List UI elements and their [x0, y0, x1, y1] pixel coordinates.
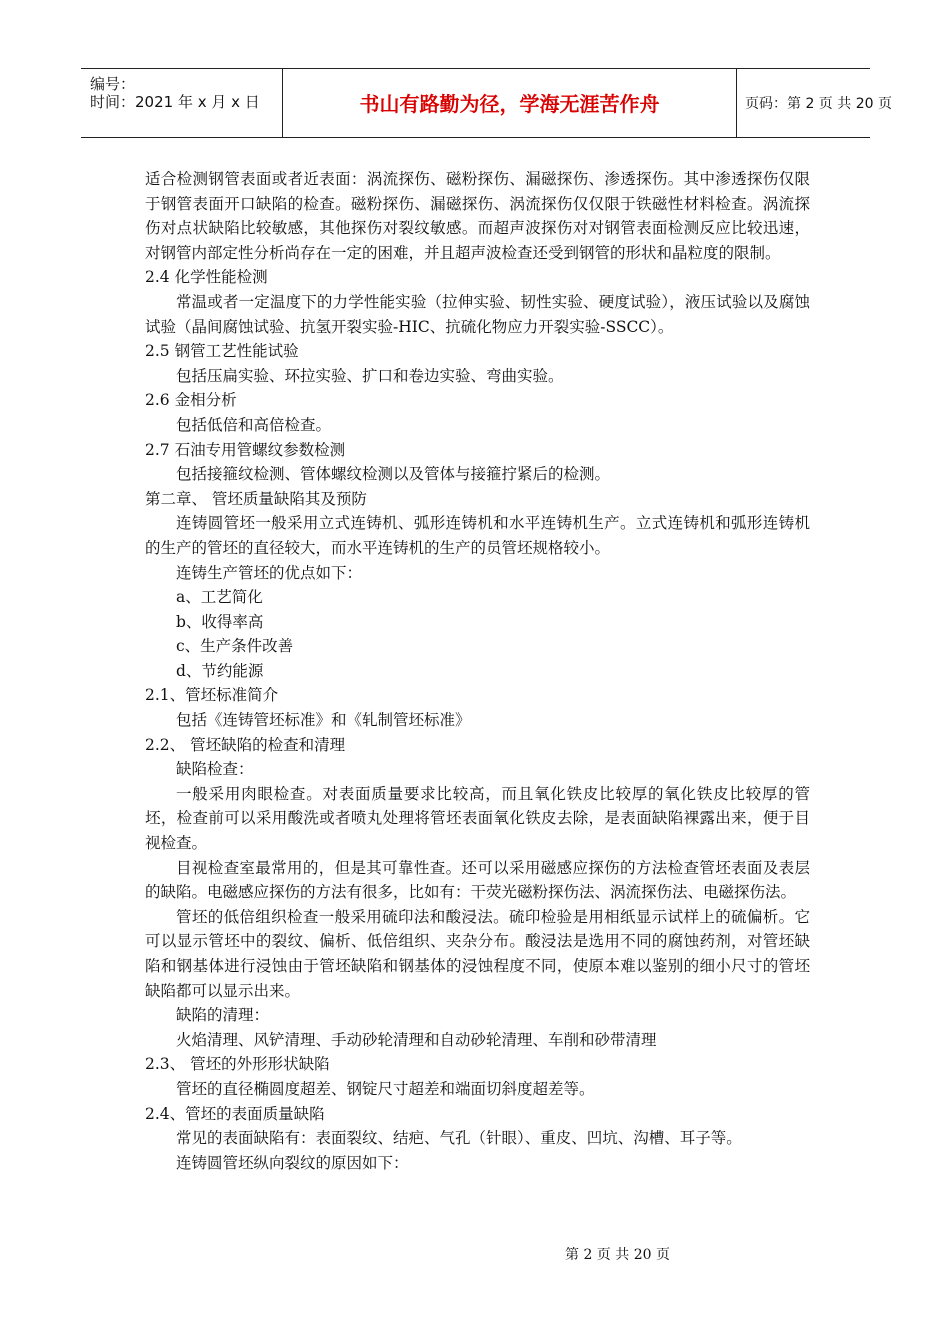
- header-info-cell: [81, 69, 283, 137]
- page-header: [81, 68, 892, 138]
- section-heading: 2.1、管坯标准简介: [145, 686, 279, 705]
- paragraph: 包括低倍和高倍检查。: [176, 415, 332, 434]
- list-item: a、工艺简化: [176, 588, 263, 607]
- paragraph: 管坯的直径椭圆度超差、钢锭尺寸超差和端面切斜度超差等。: [176, 1079, 595, 1098]
- section-heading: 2.4 化学性能检测: [145, 268, 268, 287]
- paragraph: 常温或者一定温度下的力学性能实验（拉伸实验、韧性实验、硬度试验），液压试验以及腐蚀试验（晶间腐蚀试验、抗氢开裂实验-HIC、抗硫化物应力开裂实验-SSCC）。: [145, 292, 810, 336]
- paragraph: 一般采用肉眼检查。对表面质量要求比较高，而且氧化铁皮比较厚的氧化铁皮比较厚的管坯，检查前可以采用酸洗或者喷丸处理将管坯表面氧化铁皮去除，是表面缺陷裸露出来，便于目视检查。: [145, 784, 810, 853]
- paragraph: 管坯的低倍组织检查一般采用硫印法和酸浸法。硫印检验是用相纸显示试样上的硫偏析。它可以显示管坯中的裂纹、偏析、低倍组织、夹杂分布。酸浸法是选用不同的腐蚀药剂，对管坯缺陷和钢基体进行浸蚀由于管坯缺陷和钢基体的浸蚀程度不同，使原本难以鉴别的细小尺寸的管坯缺陷都可以显示出来。: [145, 907, 810, 1000]
- paragraph: 缺陷的清理：: [176, 1006, 270, 1025]
- page-info: 页码：第 2 页 共 20 页: [745, 96, 892, 112]
- header-page-cell: [737, 69, 892, 137]
- slogan: 书山有路勤为径，学海无涯苦作舟: [359, 92, 660, 116]
- page-footer: 第 2 页 共 20 页: [565, 1247, 670, 1263]
- code-label: 编号：: [90, 75, 136, 93]
- section-heading: 2.6 金相分析: [145, 391, 237, 410]
- document-body: [145, 167, 810, 1175]
- paragraph: 缺陷检查：: [176, 760, 254, 779]
- header-slogan-cell: [283, 69, 737, 137]
- paragraph: 包括接箍纹检测、管体螺纹检测以及管体与接箍拧紧后的检测。: [176, 465, 611, 484]
- list-item: c、生产条件改善: [176, 637, 294, 656]
- paragraph: 适合检测钢管表面或者近表面：涡流探伤、磁粉探伤、漏磁探伤、渗透探伤。其中渗透探伤仅限于钢管表面开口缺陷的检查。磁粉探伤、漏磁探伤、涡流探伤仅仅限于铁磁性材料检查。涡流探伤对点状缺陷比较敏感，其他探伤对裂纹敏感。而超声波探伤对对钢管表面检测反应比较迅速，对钢管内部定性分析尚存在一定的困难，并且超声波检查还受到钢管的形状和晶粒度的限制。: [145, 170, 810, 262]
- section-heading: 2.2、 管坯缺陷的检查和清理: [145, 735, 346, 754]
- section-heading: 2.7 石油专用管螺纹参数检测: [145, 440, 346, 459]
- time-label: 时间：2021 年 x 月 x 日: [90, 93, 260, 111]
- paragraph: 连铸圆管坯纵向裂纹的原因如下：: [176, 1153, 409, 1172]
- section-heading: 2.3、 管坯的外形形状缺陷: [145, 1055, 330, 1074]
- paragraph: 包括压扁实验、环拉实验、扩口和卷边实验、弯曲实验。: [176, 366, 564, 385]
- chapter-heading: 第二章、 管坯质量缺陷其及预防: [145, 489, 367, 508]
- paragraph: 包括《连铸管坯标准》和《轧制管坯标准》: [176, 711, 471, 730]
- section-heading: 2.5 钢管工艺性能试验: [145, 342, 299, 361]
- list-item: d、节约能源: [176, 661, 264, 680]
- paragraph: 连铸生产管坯的优点如下：: [176, 563, 363, 582]
- list-item: b、收得率高: [176, 612, 264, 631]
- paragraph: 目视检查室最常用的，但是其可靠性查。还可以采用磁感应探伤的方法检查管坯表面及表层的缺陷。电磁感应探伤的方法有很多，比如有：干荧光磁粉探伤法、涡流探伤法、电磁探伤法。: [145, 858, 810, 902]
- section-heading: 2.4、管坯的表面质量缺陷: [145, 1104, 325, 1123]
- paragraph: 常见的表面缺陷有：表面裂纹、结疤、气孔（针眼）、重皮、凹坑、沟槽、耳子等。: [176, 1129, 742, 1148]
- paragraph: 火焰清理、风铲清理、手动砂轮清理和自动砂轮清理、车削和砂带清理: [176, 1030, 657, 1049]
- paragraph: 连铸圆管坯一般采用立式连铸机、弧形连铸机和水平连铸机生产。立式连铸机和弧形连铸机的生产的管坯的直径较大，而水平连铸机的生产的员管坯规格较小。: [145, 514, 810, 557]
